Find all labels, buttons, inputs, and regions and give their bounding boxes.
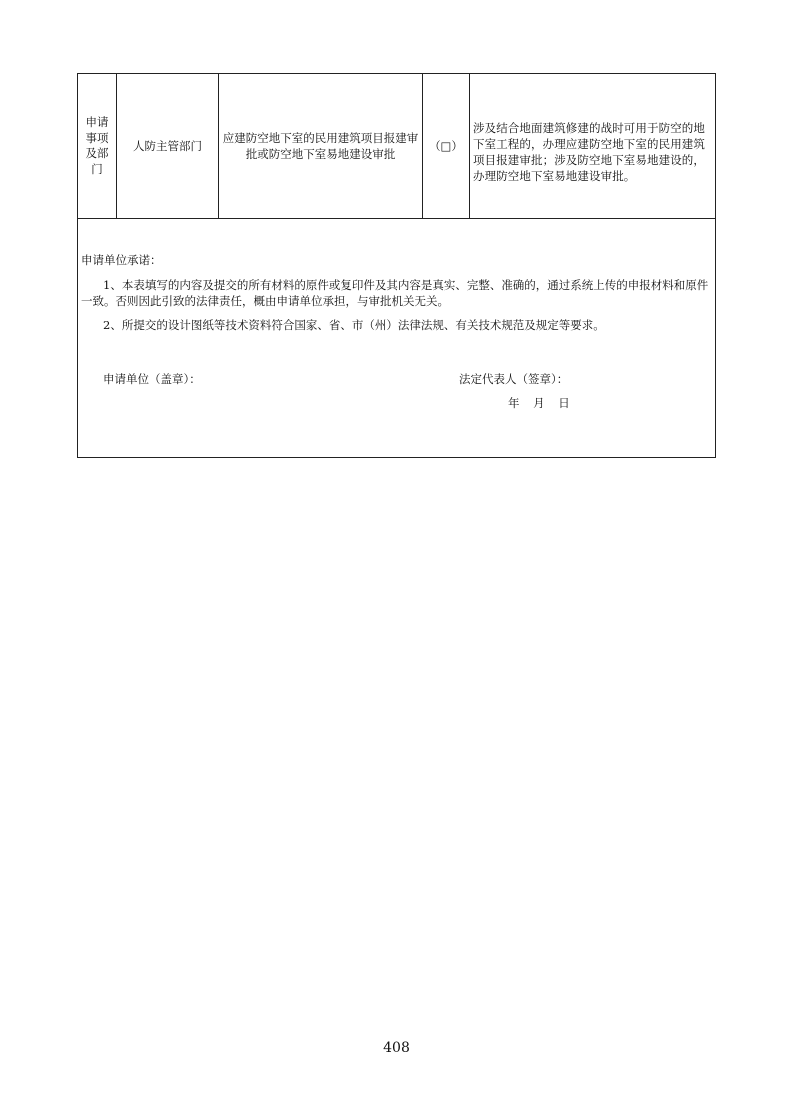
application-item-row: [78, 74, 715, 219]
checkbox-cell[interactable]: [423, 74, 470, 218]
description-cell: [470, 74, 715, 218]
item-checkbox[interactable]: （□）: [429, 139, 463, 153]
pledge-section: [78, 219, 715, 457]
row-label-cell: [78, 74, 117, 218]
item-description: 涉及结合地面建筑修建的战时可用于防空的地下室工程的，办理应建防空地下室的民用建筑项目报建审批；涉及防空地下室易地建设的，办理防空地下室易地建设审批。: [473, 121, 705, 183]
row-label: 申请事项及部门: [85, 115, 109, 176]
page-number: 408: [383, 1040, 410, 1056]
signature-date-field[interactable]: 年 月 日: [508, 396, 570, 410]
department-cell: [117, 74, 219, 218]
pledge-heading: 申请单位承诺：: [81, 253, 162, 267]
applicant-seal-field[interactable]: 申请单位（盖章）：: [103, 372, 201, 386]
application-form-table: [77, 73, 716, 458]
legal-representative-signature-field[interactable]: 法定代表人（签章）：: [459, 372, 569, 386]
pledge-item-1: 1、本表填写的内容及提交的所有材料的原件或复印件及其内容是真实、完整、准确的，通过系统上传的申报材料和原件一致。否则因此引致的法律责任，概由申请单位承担，与审批机关无关。: [81, 278, 709, 308]
item-name-cell: [219, 74, 423, 218]
pledge-item-2: 2、所提交的设计图纸等技术资料符合国家、省、市（州）法律法规、有关技术规范及规定等要求。: [103, 318, 605, 332]
item-name: 应建防空地下室的民用建筑项目报建审批或防空地下室易地建设审批: [222, 131, 419, 161]
department-name: 人防主管部门: [133, 139, 202, 153]
